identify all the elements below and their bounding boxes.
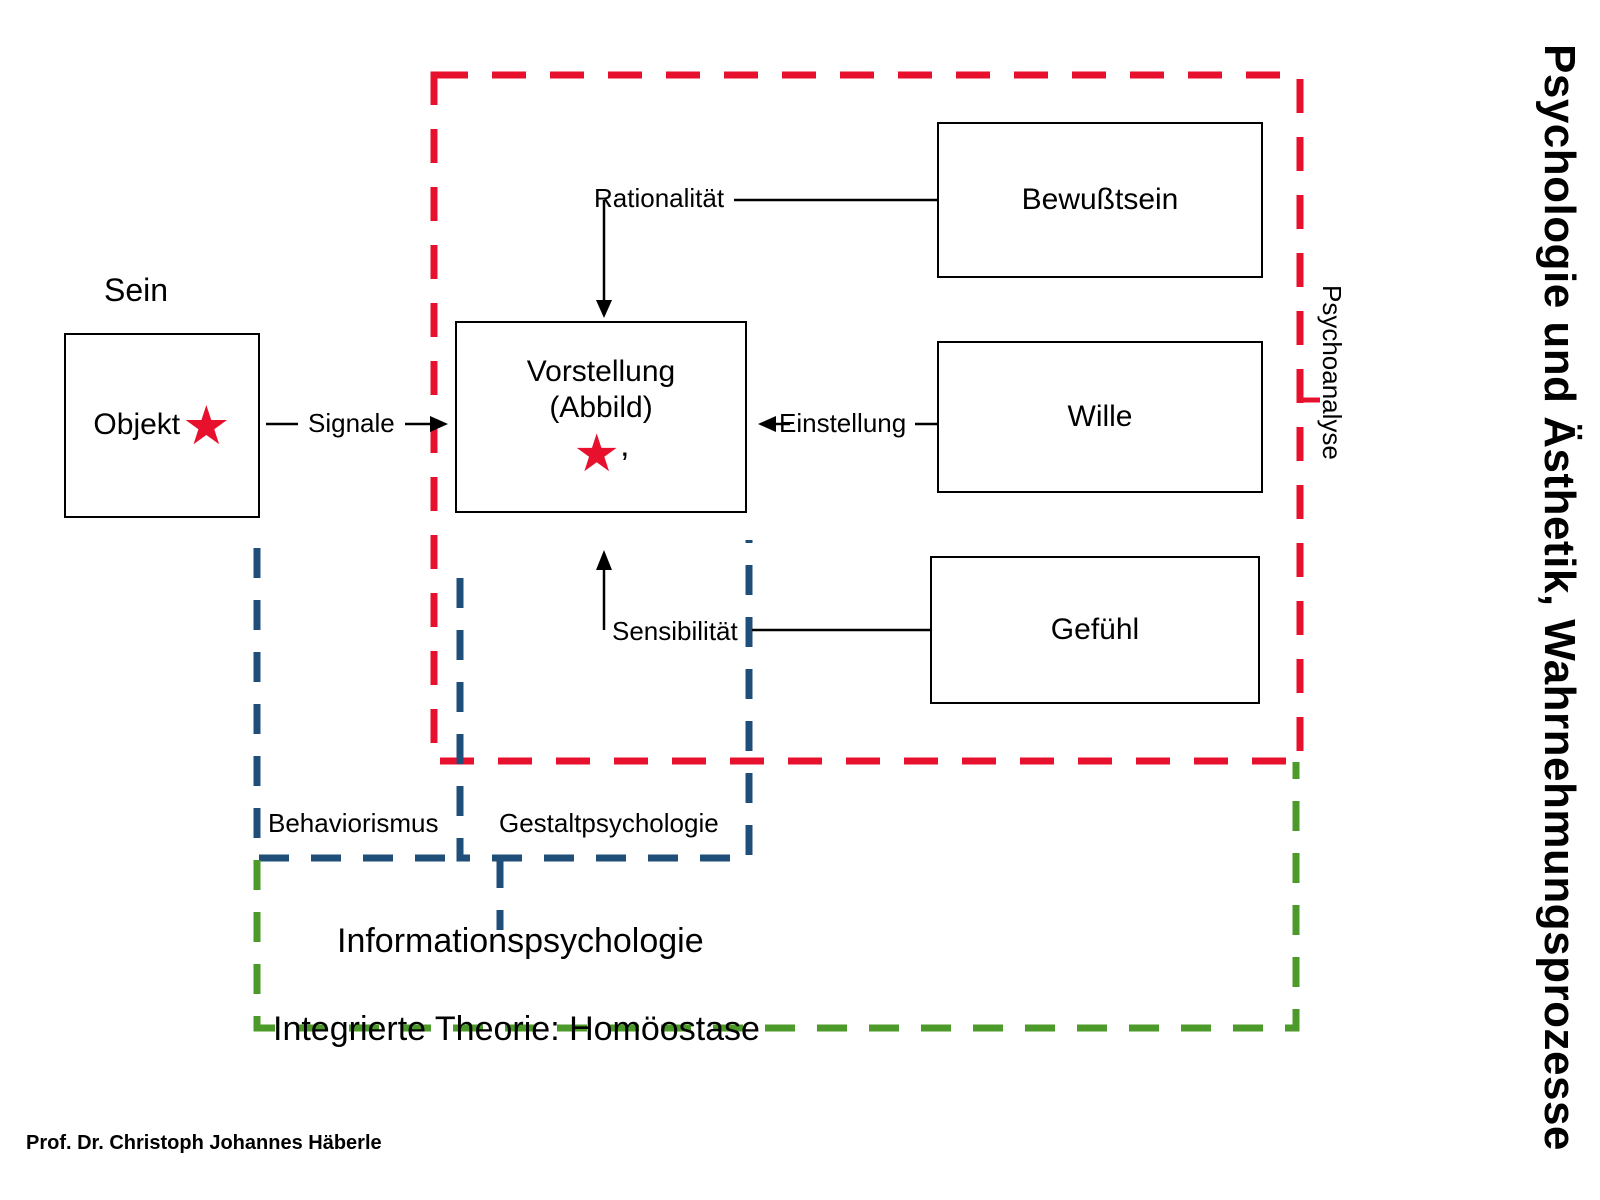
box-gefuehl-label: Gefühl bbox=[1050, 612, 1140, 646]
page-title: Psychologie und Ästhetik, Wahrnehmungsprozesse bbox=[1535, 44, 1584, 1151]
box-bewusstsein bbox=[937, 122, 1263, 278]
box-wille bbox=[937, 341, 1263, 493]
apostrophe-mark: ’ bbox=[621, 446, 629, 485]
label-informationspsychologie: Informationspsychologie bbox=[337, 922, 704, 960]
star-icon: ★ bbox=[573, 424, 621, 483]
box-vorstellung bbox=[455, 321, 747, 513]
label-gestaltpsychologie: Gestaltpsychologie bbox=[499, 808, 719, 838]
homoeostase-region bbox=[257, 762, 1296, 1028]
box-vorstellung-label-line1: Vorstellung bbox=[526, 354, 676, 388]
box-objekt-label: Objekt bbox=[93, 408, 181, 442]
label-signale: Signale bbox=[308, 408, 395, 438]
box-objekt bbox=[64, 333, 260, 518]
label-rationalitaet: Rationalität bbox=[594, 183, 725, 213]
arrowhead-einstellung bbox=[758, 416, 776, 432]
label-sensibilitaet: Sensibilität bbox=[612, 616, 738, 646]
label-homoeostase: Integrierte Theorie: Homöostase bbox=[273, 1010, 760, 1048]
box-wille-label: Wille bbox=[1067, 399, 1133, 433]
author-credit: Prof. Dr. Christoph Johannes Häberle bbox=[26, 1132, 382, 1154]
label-behaviorismus: Behaviorismus bbox=[268, 808, 439, 838]
box-vorstellung-label-line2: (Abbild) bbox=[549, 391, 653, 424]
arrowhead-signale bbox=[430, 416, 448, 432]
box-bewusstsein-label: Bewußtsein bbox=[1021, 182, 1179, 216]
label-sein: Sein bbox=[104, 272, 169, 308]
arrowhead-rationalitaet bbox=[596, 300, 612, 318]
arrowhead-sensibilitaet bbox=[596, 550, 612, 570]
label-einstellung: Einstellung bbox=[779, 408, 907, 438]
label-psychoanalyse: Psychoanalyse bbox=[1317, 285, 1347, 460]
box-gefuehl bbox=[930, 556, 1260, 704]
star-icon: ★ bbox=[182, 395, 231, 456]
